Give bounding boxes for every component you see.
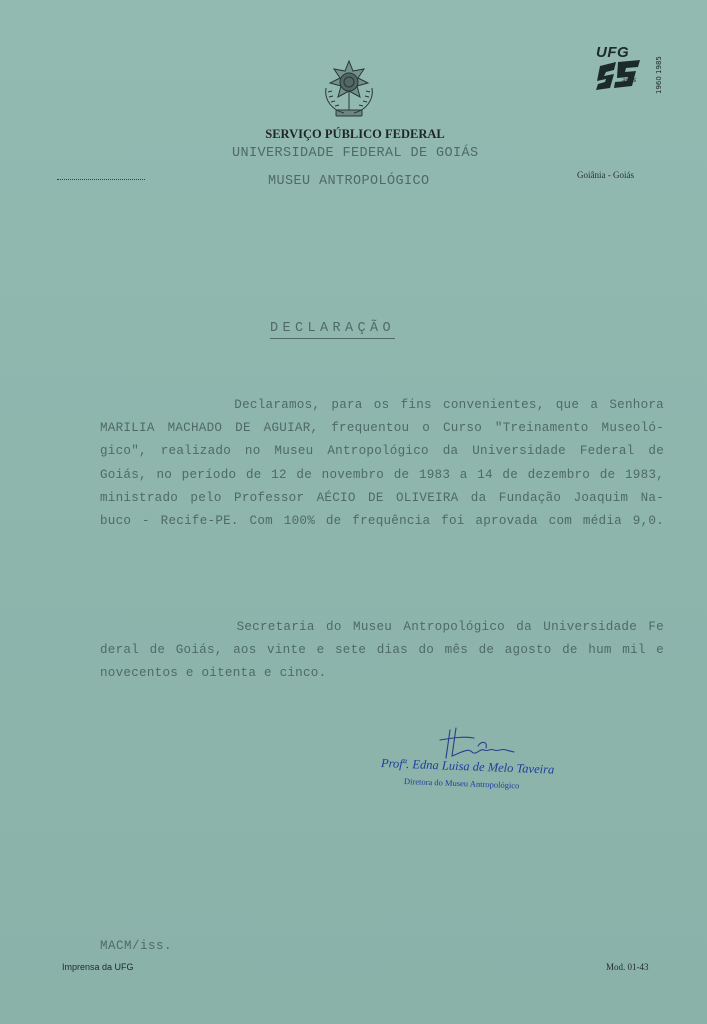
- university-name: UNIVERSIDADE FEDERAL DE GOIÁS: [232, 146, 479, 161]
- brazil-coat-of-arms-icon: [318, 58, 380, 120]
- paragraph-line: MARILIA MACHADO DE AGUIAR, frequentou o Curso "Treinamento Museoló-: [100, 421, 664, 436]
- form-model-number: Mod. 01-43: [606, 962, 649, 972]
- ufg-logo-anos: anos: [622, 77, 637, 84]
- ufg-logo-word: UFG: [596, 44, 630, 61]
- paragraph-line: Goiás, no período de 12 de novembro de 1983 a 14 de dezembro de 1983,: [100, 467, 664, 482]
- paragraph-line: Secretaria do Museu Antropológico da Universidade Fe: [100, 620, 664, 634]
- dotted-line: [57, 179, 145, 180]
- press-label: Imprensa da UFG: [62, 962, 134, 972]
- ufg-25-years-icon: [596, 60, 652, 92]
- paragraph-line: gico", realizado no Museu Antropológico da Universidade Federal de: [100, 444, 664, 459]
- ufg-logo: [596, 44, 668, 94]
- paragraph-line: Declaramos, para os fins convenientes, que a Senhora: [100, 398, 664, 412]
- typist-initials: MACM/iss.: [100, 939, 173, 953]
- declaration-paragraph: [100, 394, 664, 533]
- museum-name: MUSEU ANTROPOLÓGICO: [268, 174, 430, 189]
- city-label: Goiânia - Goiás: [577, 170, 634, 180]
- service-heading: SERVIÇO PÚBLICO FEDERAL: [265, 127, 445, 141]
- paragraph-line: novecentos e oitenta e cinco.: [100, 666, 327, 681]
- signatory-name: Profª. Edna Luisa de Melo Taveira: [380, 756, 555, 777]
- paragraph-line: ministrado pelo Professor AÉCIO DE OLIVEIRA da Fundação Joaquim Na-: [100, 490, 664, 505]
- paragraph-line: deral de Goiás, aos vinte e sete dias do mês de agosto de hum mil e: [100, 643, 664, 658]
- paragraph-line: buco - Recife-PE. Com 100% de frequência foi aprovada com média 9,0.: [100, 514, 664, 529]
- ufg-logo-years: 1960 1985: [655, 56, 663, 94]
- closing-paragraph: [100, 616, 664, 686]
- document-title: DECLARAÇÃO: [270, 321, 395, 339]
- signatory-role: Diretora do Museu Antropológico: [403, 776, 520, 791]
